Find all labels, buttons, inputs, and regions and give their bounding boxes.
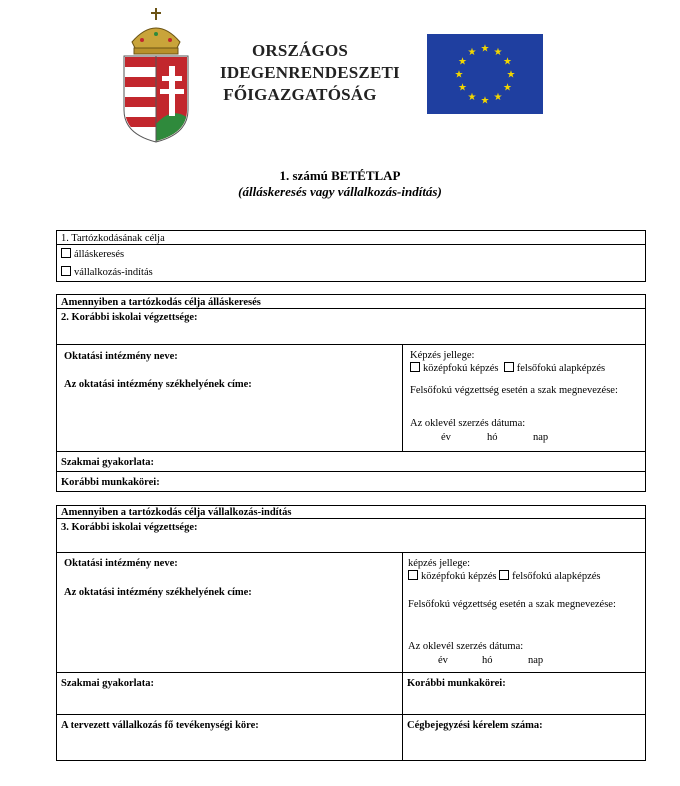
training-options [408,570,600,583]
section-business-heading: Amennyiben a tartózkodás célja vállalkozás-indítás [61,507,292,518]
agency-name-line: FŐIGAZGATÓSÁG [223,85,377,104]
education-heading: 2. Korábbi iskolai végzettsége: [61,312,198,323]
star-icon: ★ [506,69,516,81]
section-purpose-heading: 1. Tartózkodásának célja [61,233,165,244]
star-icon: ★ [454,69,464,81]
checkbox-job-seeking[interactable] [61,248,71,258]
education-heading: 3. Korábbi iskolai végzettsége: [61,522,198,533]
agency-name-line: ORSZÁGOS [251,41,349,60]
agency-name [220,40,400,106]
divider [56,552,646,553]
diploma-date-label: Az oklevél szerzés dátuma: [408,641,524,652]
degree-name-label: Felsőfokú végzettség esetén a szak megnevezése: [410,385,618,396]
divider [402,552,403,761]
option-higher-label: felsőfokú alapképzés [516,363,606,374]
institution-address-label: Az oktatási intézmény székhelyének címe: [64,379,252,390]
practice-label: Szakmai gyakorlata: [61,457,155,468]
planned-activity-label: A tervezett vállalkozás fő tevékenységi köre: [61,720,259,731]
month-label: hó [487,432,498,443]
training-type-label: képzés jellege: [408,558,471,569]
star-icon: ★ [467,92,477,104]
institution-name-label: Oktatási intézmény neve: [64,351,178,362]
checkbox-higher[interactable] [499,570,509,580]
option-secondary-label: középfokú képzés [421,571,497,582]
option-business-start[interactable] [61,266,153,279]
star-icon: ★ [457,82,467,94]
year-label: év [441,432,451,443]
star-icon: ★ [457,56,467,68]
section-job-seeking-heading: Amennyiben a tartózkodás célja álláskeresés [61,297,261,308]
eu-flag-icon [427,34,543,114]
option-secondary-label: középfokú képzés [423,363,499,374]
previous-jobs-label: Korábbi munkakörei: [61,477,160,488]
star-icon: ★ [493,92,503,104]
institution-name-label: Oktatási intézmény neve: [64,558,178,569]
divider [56,714,646,715]
checkbox-secondary[interactable] [410,362,420,372]
training-type-label: Képzés jellege: [410,350,475,361]
divider [56,451,646,452]
form-subtitle: (álláskeresés vagy vállalkozás-indítás) [238,184,442,199]
day-label: nap [528,655,544,666]
divider [402,344,403,451]
star-icon: ★ [503,82,513,94]
registration-number-label: Cégbejegyzési kérelem száma: [407,720,543,731]
star-icon: ★ [493,46,503,58]
practice-label: Szakmai gyakorlata: [61,678,155,689]
divider [56,471,646,472]
form-title: 1. számú BETÉTLAP [279,168,401,183]
checkbox-higher[interactable] [504,362,514,372]
degree-name-label: Felsőfokú végzettség esetén a szak megnevezése: [408,599,616,610]
checkbox-business-start[interactable] [61,266,71,276]
star-icon: ★ [480,95,490,107]
checkbox-secondary[interactable] [408,570,418,580]
option-label: álláskeresés [74,249,125,260]
star-icon: ★ [467,46,477,58]
previous-jobs-label: Korábbi munkakörei: [407,678,506,689]
divider [56,672,646,673]
month-label: hó [482,655,493,666]
option-label: vállalkozás-indítás [74,267,153,278]
institution-address-label: Az oktatási intézmény székhelyének címe: [64,587,252,598]
day-label: nap [533,432,549,443]
agency-name-line: IDEGENRENDESZETI [220,63,400,82]
option-job-seeking[interactable] [61,248,124,261]
year-label: év [438,655,448,666]
star-icon: ★ [480,43,490,55]
training-options [410,362,605,375]
hungarian-coat-of-arms-icon [118,6,194,144]
option-higher-label: felsőfokú alapképzés [512,571,601,582]
divider [56,344,646,345]
star-icon: ★ [503,56,513,68]
diploma-date-label: Az oklevél szerzés dátuma: [410,418,526,429]
